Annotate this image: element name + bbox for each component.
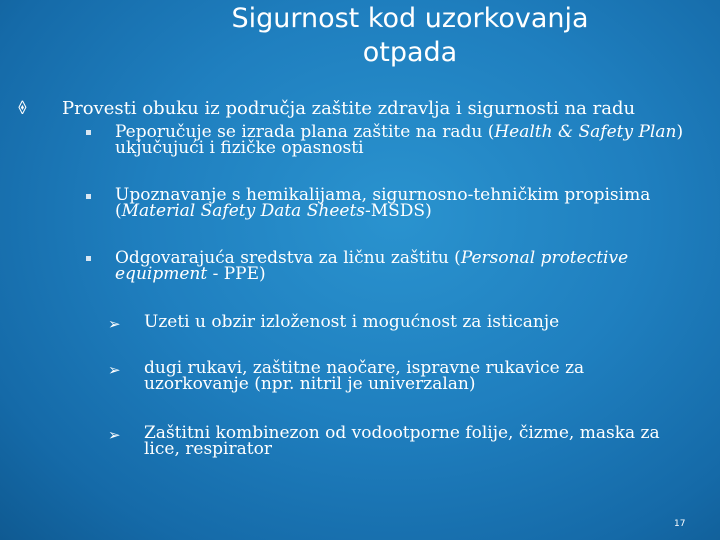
- arrow-item-2: dugi rukavi, zaštitne naočare, ispravne rukavice za uzorkovanje (npr. nitril je univerzalan): [144, 358, 585, 394]
- arrow-bullet-icon: ➢: [108, 315, 121, 333]
- sub-bullet-1: [115, 124, 685, 156]
- square-bullet-icon: [86, 256, 91, 261]
- square-bullet-icon: [86, 130, 91, 135]
- sub-bullet-2-after: -MSDS): [365, 201, 432, 221]
- sub-bullet-2-text: Upoznavanje s hemikalijama, sigurnosno-tehničkim propisima (: [115, 185, 651, 221]
- sub-bullet-3-text: Odgovarajuća sredstva za ličnu zaštitu (: [115, 248, 461, 268]
- sub-bullet-3: [115, 250, 685, 282]
- arrow-item-1: Uzeti u obzir izloženost i mogućnost za isticanje: [144, 312, 560, 332]
- sub-bullet-1-after: ) ukjučujući i fizičke opasnosti: [115, 122, 684, 158]
- arrow-bullet-icon: ➢: [108, 426, 121, 444]
- sub-bullet-1-text: Peporučuje se izrada plana zaštite na radu (: [115, 122, 495, 142]
- sub-bullet-3-italic: Personal protective equipment: [115, 248, 629, 284]
- bullet-glyph-icon: 🞠: [18, 98, 27, 119]
- main-bullet-text: Provesti obuku iz područja zaštite zdravlja i sigurnosti na radu: [62, 98, 636, 119]
- sub-bullet-2: [115, 187, 685, 219]
- title-line-2: otpada: [362, 37, 458, 68]
- page-number: 17: [674, 519, 686, 529]
- arrow-bullet-icon: ➢: [108, 361, 121, 379]
- title-line-1: Sigurnost kod uzorkovanja: [231, 3, 589, 34]
- sub-bullet-3-after: - PPE): [207, 264, 266, 284]
- slide-title: [180, 2, 640, 70]
- square-bullet-icon: [86, 194, 91, 199]
- sub-bullet-1-italic: Health & Safety Plan: [494, 122, 677, 142]
- sub-bullet-2-italic: Material Safety Data Sheets: [121, 201, 365, 221]
- arrow-item-3: Zaštitni kombinezon od vodootporne folije, čizme, maska za lice, respirator: [144, 423, 660, 459]
